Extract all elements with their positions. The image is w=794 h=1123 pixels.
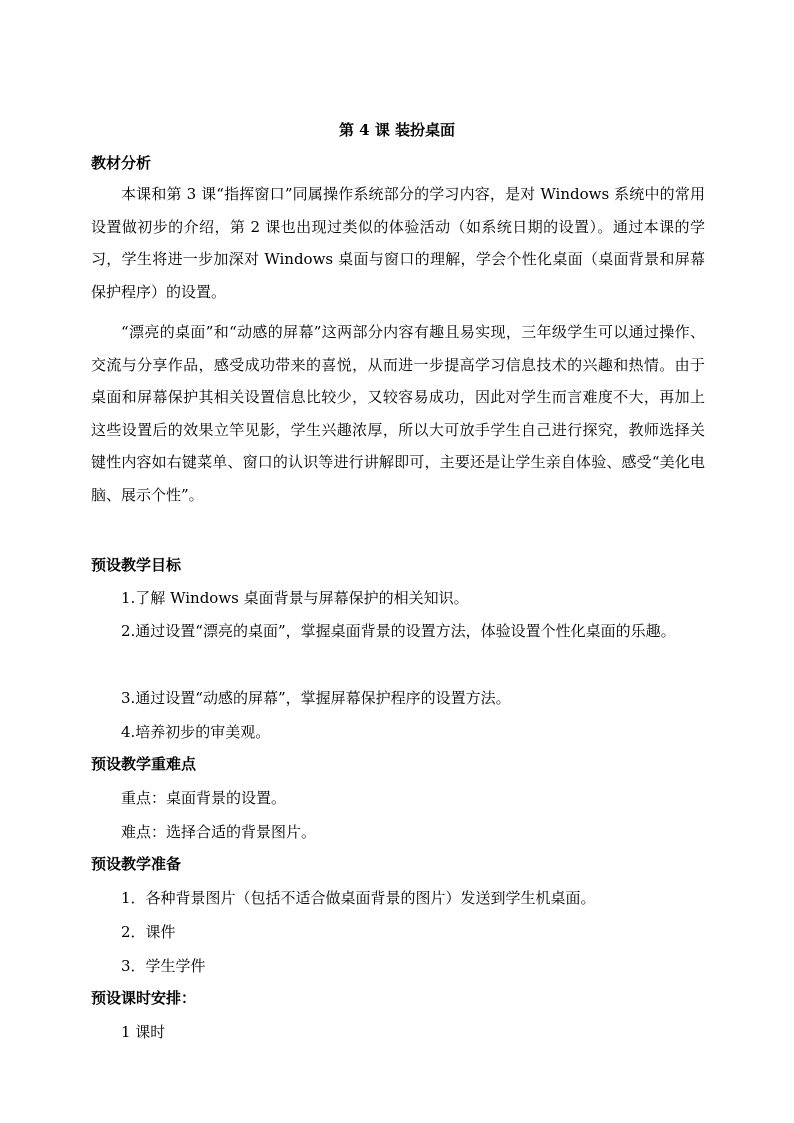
heading-keypoints: 预设教学重难点 (91, 755, 197, 773)
goal-item-1: 1.了解 Windows 桌面背景与屏幕保护的相关知识。 (121, 589, 469, 607)
analysis-paragraph-2: “漂亮的桌面”和“动感的屏幕”这两部分内容有趣且易实现，三年级学生可以通过操作、交流与分享作品，感受成功带来的喜悦，从而进一步提高学习信息技术的兴趣和热情。由于桌面和屏幕保护其相关设置信息比较少，又较容易成功，因此对学生而言难度不大，再加上这些设置后的效果立竿见影，学生兴趣浓厚，所以大可放手学生自己进行探究，教师选择关键性内容如右键菜单、窗口的认识等进行讲解即可，主要还是让学生亲自体验、感受“美化电脑、展示个性”。 (91, 323, 705, 504)
keypoint-item-1: 重点：桌面背景的设置。 (121, 789, 287, 807)
preparation-item-1: 1．各种背景图片（包括不适合做桌面背景的图片）发送到学生机桌面。 (121, 889, 596, 907)
heading-schedule: 预设课时安排： (91, 989, 197, 1007)
preparation-item-2: 2．课件 (121, 923, 176, 941)
heading-analysis: 教材分析 (91, 154, 152, 172)
goal-item-3: 3.通过设置“动感的屏幕”，掌握屏幕保护程序的设置方法。 (121, 689, 511, 707)
schedule-item-1: 1 课时 (121, 1023, 166, 1041)
analysis-paragraph-1: 本课和第 3 课“指挥窗口”同属操作系统部分的学习内容，是对 Windows 系统中的常用设置做初步的介绍，第 2 课也出现过类似的体验活动（如系统日期的设置）。通过本课的学习，学生将进一步加深对 Windows 桌面与窗口的理解，学会个性化桌面（桌面背景和屏幕保护程序）的设置。 (91, 185, 705, 301)
heading-goals: 预设教学目标 (91, 556, 182, 574)
heading-preparation: 预设教学准备 (91, 855, 182, 873)
goal-item-2: 2.通过设置“漂亮的桌面”，掌握桌面背景的设置方法，体验设置个性化桌面的乐趣。 (121, 622, 676, 640)
lesson-title: 第 4 课 装扮桌面 (338, 121, 456, 139)
preparation-item-3: 3．学生学件 (121, 957, 206, 975)
goal-item-4: 4.培养初步的审美观。 (121, 723, 271, 741)
keypoint-item-2: 难点：选择合适的背景图片。 (121, 823, 317, 841)
